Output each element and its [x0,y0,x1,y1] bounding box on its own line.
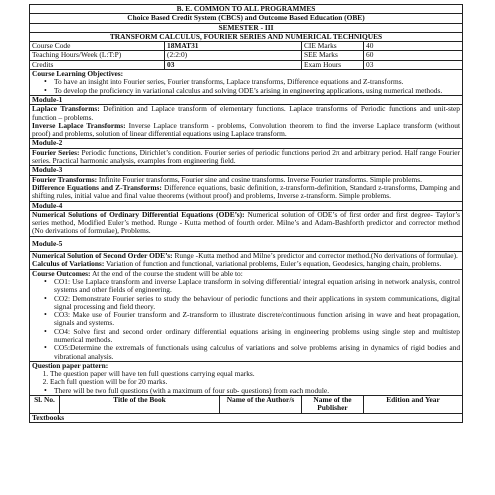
outcomes-list [32,278,460,361]
topic-text: Infinite Fourier transforms, Fourier sine and cosine transforms. Inverse Fourier transforms. Simple problems. [97,175,422,184]
header-course-title: TRANSFORM CALCULUS, FOURIER SERIES AND NUMERICAL TECHNIQUES [30,32,463,41]
books-section-textbooks: Textbooks [30,413,463,422]
books-section-row [30,413,463,422]
topic-term: Calculus of Variations: [32,259,105,269]
objectives-row [30,70,463,96]
module-3-body [30,175,463,201]
module-body-row [30,148,463,166]
module-title-row [30,139,463,148]
info-value: 18MAT31 [165,42,302,51]
info-value2: 03 [364,60,463,69]
list-item: • CO3: Make use of Fourier transform and Z-transform to illustrate discrete/continuous function arising in wave and heat propagation, signals and systems. [54,311,460,328]
books-col-title: Title of the Book [60,396,220,414]
module-paragraph [32,260,460,268]
list-item: 1. The question paper will have ten full questions carrying equal marks. [50,370,460,378]
question-pattern-numbered [32,370,460,387]
books-header-row [30,396,463,414]
topic-text: Numerical solution of ODE’s of first order and first degree- Taylor’s series method, Modified Euler’s method. Runge - Kutta method of fourth order. Milne’s and Adam-Bashforth predictor and corrector method (No derivations of formulae), Problems. [32,210,461,236]
module-paragraph [32,122,460,139]
topic-text: Runge -Kutta method and Milne’s predictor and corrector method.(No derivations of formulae). [172,251,458,261]
topic-term: Inverse Laplace Transforms: [32,120,126,130]
header-row-2 [30,14,463,23]
module-title-row [30,95,463,104]
list-item: • CO5:Determine the extremals of functionals using calculus of variations and solve problems arising in dynamics of rigid bodies and vibrational analysis. [54,344,460,361]
module-4-body [30,210,463,236]
books-col-slno: Sl. No. [30,396,60,414]
info-row [30,42,463,51]
outcomes-row [30,269,463,361]
info-label2: Exam Hours [302,60,364,69]
info-value: 03 [165,60,302,69]
module-title-row [30,166,463,175]
outcomes-intro: At the end of the course the student will be able to: [90,269,243,278]
module-paragraph [32,211,460,236]
header-row-1 [30,5,463,14]
topic-text: Variation of function and functional, variational problems, Euler’s equation, Geodesics, hanging chain, problems. [104,259,442,269]
module-2-body [30,148,463,166]
question-pattern-cell [30,361,463,395]
list-item: • CO2: Demonstrate Fourier series to study the behaviour of periodic functions and their applications in system communications, digital signal processing and field theory. [54,295,460,312]
info-value2: 40 [364,42,463,51]
list-item: 2. Each full question will be for 20 marks. [50,378,460,386]
topic-term: Numerical Solution of Second Order ODE’s: [32,251,173,261]
outcomes-heading: Course Outcomes: [32,269,91,278]
info-label: Teaching Hours/Week (L:T:P) [30,51,165,60]
module-body-row [30,105,463,139]
module-5-body [30,252,463,270]
module-title-row [30,201,463,210]
module-body-row [30,252,463,270]
info-label: Course Code [30,42,165,51]
question-pattern-row [30,361,463,395]
info-row [30,51,463,60]
objectives-list [32,78,460,95]
header-row-3 [30,23,463,32]
module-5-title: Module-5 [30,236,463,251]
list-item: • To have an insight into Fourier series, Fourier transforms, Laplace transforms, Difference equations and Z-transforms. [54,78,460,86]
topic-term: Laplace Transforms: [32,104,100,114]
module-3-title: Module-3 [30,166,463,175]
objectives-cell [30,70,463,96]
topic-term: Fourier Transforms: [32,175,98,184]
topic-term: Numerical Solutions of Ordinary Differential Equations (ODE’s): [32,210,245,219]
info-label2: SEE Marks [302,51,364,60]
outcomes-cell [30,269,463,361]
objectives-heading: Course Learning Objectives: [32,69,124,79]
syllabus-table [29,4,463,423]
info-label2: CIE Marks [302,42,364,51]
module-body-row [30,210,463,236]
header-programme: B. E. COMMON TO ALL PROGRAMMES [30,5,463,14]
books-col-edition: Edition and Year [364,396,463,414]
books-col-publisher: Name of the Publisher [302,396,364,414]
info-value: (2:2:0) [165,51,302,60]
topic-text: Periodic functions, Dirichlet’s condition. Fourier series of periodic functions period 2π and arbitrary period. Half range Fourier series. Practical harmonic analysis, examples from engineering field. [32,148,461,166]
list-item: • To develop the proficiency in variational calculus and solving ODE’s arising in engineering applications, using numerical methods. [54,87,460,95]
question-pattern-heading: Question paper pattern: [32,361,109,370]
module-paragraph [32,149,460,166]
module-4-title: Module-4 [30,201,463,210]
info-label: Credits [30,60,165,69]
module-paragraph [32,184,460,201]
topic-text: Difference equations, basic definition, z-transform-definition, Standard z-transforms, Damping and shifting rules, initial value and final value theorems (without proof) and problems, Inverse z-transform. Simple problems. [32,182,461,201]
module-2-title: Module-2 [30,139,463,148]
books-col-author: Name of the Author/s [220,396,302,414]
topic-text: Inverse Laplace transform - problems, Convolution theorem to find the inverse Laplace transform (without proof) and problems, solution of linear differential equations using Laplace transform. [32,120,461,139]
module-paragraph [32,105,460,122]
question-pattern-bullets [32,387,460,395]
topic-text: Definition and Laplace transform of elementary functions. Laplace transforms of Periodic functions and unit-step function – problems. [32,104,461,122]
module-body-row [30,175,463,201]
module-title-row [30,236,463,251]
header-cbcs: Choice Based Credit System (CBCS) and Outcome Based Education (OBE) [30,14,463,23]
info-row [30,60,463,69]
list-item: • CO4: Solve first and second order ordinary differential equations arising in engineering problems using single step and multistep numerical methods. [54,328,460,345]
module-1-title: Module-1 [30,95,463,104]
info-value2: 60 [364,51,463,60]
list-item: • There will be two full questions (with a maximum of four sub- questions) from each module. [54,387,460,395]
module-1-body [30,105,463,139]
topic-term: Fourier Series: [32,148,80,157]
list-item: • CO1: Use Laplace transform and inverse Laplace transform in solving differential/ integral equation arising in network analysis, control systems and other fields of engineering. [54,278,460,295]
header-row-4 [30,32,463,41]
header-semester: SEMESTER - III [30,23,463,32]
topic-term: Difference Equations and Z-Transforms: [32,182,162,192]
